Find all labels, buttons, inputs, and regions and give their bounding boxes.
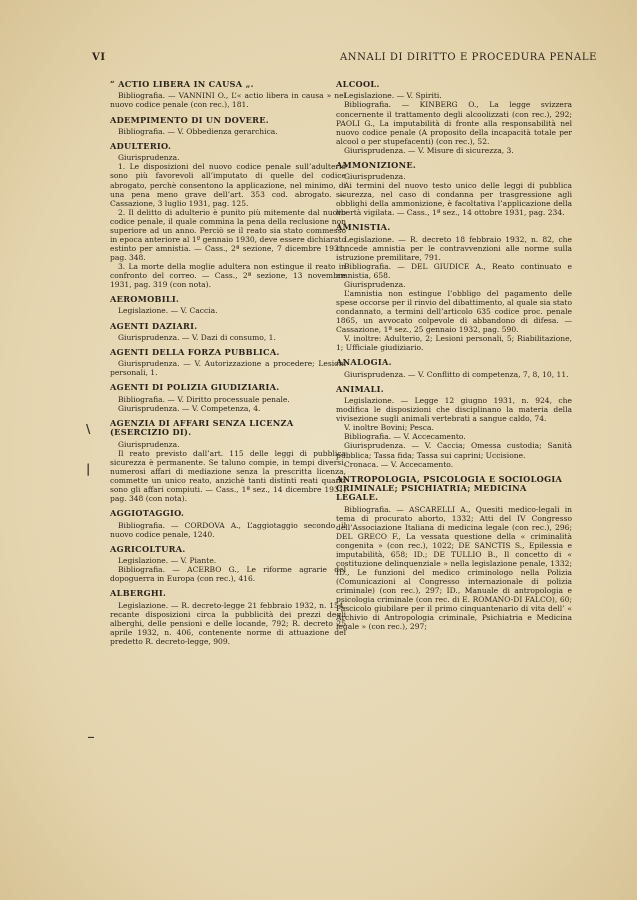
entry-text: Bibliografia. — V. Obbedienza gerarchica. — [118, 126, 278, 136]
entry-text: L’amnistia non estingue l’obbligo del pagamento delle spese occorse per il rinvio del dibattimento, al quale sia stato condannato, a termini dell’articolo 635 codice proc. penale 1865, un avvocato colpevole di abbandono di difesa. — Cassazione, 1ª sez., 25 gennaio 1932, pag. 590. — [336, 289, 572, 335]
entry-heading: AEROMOBILI. — [110, 294, 180, 305]
index-entry — [336, 358, 572, 378]
index-entry — [336, 475, 572, 632]
entry-heading: AGRICOLTURA. — [110, 543, 186, 554]
entry-text: Giurisprudenza. — [118, 153, 180, 163]
entry-heading: ANALOGIA. — [336, 357, 392, 368]
entry-heading: AGENZIA DI AFFARI SENZA LICENZA (ESERCIZIO DI). — [110, 417, 294, 438]
entry-text: Giurisprudenza. — V. Dazi di consumo, 1. — [118, 332, 276, 342]
entry-heading: ANIMALI. — [336, 383, 384, 394]
index-entry — [336, 80, 572, 155]
entry-text: Cronaca. — V. Accecamento. — [344, 459, 454, 469]
entry-text: 2. Il delitto di adulterio è punito più mitemente dal nuovo codice penale, il quale commina la pena della reclusione non superiore ad un anno. Perciò se il reato sia stato commesso in epoca anteriore al 1º gennaio 1930, deve essere dichiarato estinto per amnistia. — Cass., 2ª sezione, 7 dicembre 1931, pag. 348. — [110, 207, 346, 262]
entry-text: Ai termini del nuovo testo unico delle leggi di pubblica sicurezza, nel caso di condanna per trasgressione agli obblighi della ammonizione, è facoltativa l’applicazione della libertà vigilata. — Cass., 1ª sez., 14 ottobre 1931, pag. 234. — [336, 181, 572, 218]
entry-text: Il reato previsto dall’art. 115 delle leggi di pubblica sicurezza è permanente. Se taluno compie, in tempi diversi, numerosi affari di mediazione senza la prescritta licenza, commette un unico reato, anzichè tanti distinti reati quanti sono gli affari compiuti. — Cass., 1ª sez., 14 dicembre 1931, pag. 348 (con nota). — [110, 448, 346, 504]
index-entry — [110, 142, 346, 289]
entry-heading: ADEMPIMENTO DI UN DOVERE. — [110, 114, 269, 125]
entry-text: Bibliografia. — ACERBO G., Le riforme agrarie del dopoguerra in Europa (con rec.), 416. — [110, 565, 346, 584]
entry-text: 3. La morte della moglie adultera non estingue il reato in confronto del correo. — Cass., 2ª sezione, 13 novembre 1931, pag. 319 (con nota). — [110, 261, 346, 290]
entry-text: Legislazione. — R. decreto 18 febbraio 1932, n. 82, che concede amnistia per le contravvenzioni alle norme sulla istruzione premilitare, 791. — [336, 234, 572, 262]
entry-text: Bibliografia. — V. Accecamento. — [344, 432, 466, 442]
index-entry — [110, 80, 346, 110]
entry-text: Bibliografia. — VANNINI O., L’« actio libera in causa » nel nuovo codice penale (con rec.), 181. — [110, 91, 346, 110]
entry-text: Giurisprudenza. — [344, 172, 406, 182]
entry-text: 1. Le disposizioni del nuovo codice penale sull’adulterio sono più favorevoli all’imputato di quelle del codice abrogato, perchè consentono la applicazione, nel minimo, di una pena meno grave dell’art. 353 cod. abrogato. — Cassazione, 3 luglio 1931, pag. 125. — [110, 162, 346, 208]
entry-text: Bibliografia. — DEL GIUDICE A., Reato continuato e amnistia, 658. — [336, 261, 572, 280]
index-entry — [110, 509, 346, 539]
entry-heading: AGGIOTAGGIO. — [110, 508, 185, 519]
entry-text: Bibliografia. — V. Diritto processuale penale. — [118, 394, 290, 404]
entry-heading: AMNISTIA. — [336, 222, 391, 233]
page-number: VI — [92, 52, 106, 63]
entry-heading: ALBERGHI. — [110, 588, 167, 599]
margin-mark: _ — [88, 724, 94, 738]
right-column — [336, 76, 572, 636]
index-entry — [110, 419, 346, 503]
index-entry — [336, 223, 572, 352]
entry-text: V. inoltre Bovini; Pesca. — [344, 423, 434, 433]
left-column — [110, 76, 346, 650]
index-entry — [110, 348, 346, 378]
entry-text: Bibliografia. — ASCARELLI A., Quesiti medico-legali in tema di procurato aborto, 1332; Atti del IV Congresso dell’Associazione Italiana di medicina legale (con rec.), 296; DEL GRECO F., La vessata questione della « criminalità congenita » (con rec.), 1022; DE SANCTIS S., Epilessia e imputabilità, 658; ID.; DE TULLIO B., Il concetto di « costituzione delinquenziale » nella legislazione penale, 1332; ID., Le funzioni del medico criminologo nella Polizia (Comunicazioni al Congresso internazionale di polizia criminale) (con rec.), 297; ID., Manuale di antropologia e psicologia criminale (con rec. di E. ROMANO-DI FALCO), 60; Fascicolo giubilare per il primo cinquantenario di vita dell’ « Archivio di Antropologia criminale, Psichiatria e Medicina legale » (con rec.), 297; — [336, 504, 572, 632]
entry-text: Bibliografia. — KINBERG O., La legge svizzera concernente il trattamento degli alcoolizzati (con rec.), 292; PAOLI G., La imputabilità di fronte alla responsabilità nel nuovo codice penale (A proposito della incapacità totale per alcool o per stupefacenti) (con rec.), 52. — [336, 100, 572, 146]
index-entry — [110, 116, 346, 136]
index-entry — [110, 383, 346, 413]
entry-heading: AGENTI DAZIARI. — [110, 320, 198, 331]
index-entry — [110, 322, 346, 342]
entry-heading: AGENTI DELLA FORZA PUBBLICA. — [110, 346, 280, 357]
entry-heading: ALCOOL. — [336, 79, 380, 89]
entry-text: Legislazione. — V. Piante. — [118, 556, 217, 566]
index-entry — [110, 295, 346, 315]
entry-text: Legislazione. — V. Caccia. — [118, 306, 218, 316]
entry-heading: ADULTERIO. — [110, 140, 172, 151]
entry-heading: ANTROPOLOGIA, PSICOLOGIA E SOCIOLOGIA CRIMINALE; PSICHIATRIA; MEDICINA LEGALE. — [336, 473, 563, 503]
entry-text: Bibliografia. — CORDOVA A., L’aggiotaggio secondo il nuovo codice penale, 1240. — [110, 520, 346, 539]
entry-text: Giurisprudenza. — V. Conflitto di competenza, 7, 8, 10, 11. — [344, 369, 569, 379]
entry-text: Giurisprudenza. — V. Caccia; Omessa custodia; Sanità pubblica; Tassa fida; Tassa sui caprini; Uccisione. — [336, 441, 572, 460]
margin-mark: | — [86, 462, 91, 476]
entry-text: Legislazione. — R. decreto-legge 21 febbraio 1932, n. 154, recante disposizioni circa la pubblicità dei prezzi degli alberghi, delle pensioni e delle locande, 792; R. decreto 25 aprile 1932, n. 406, contenente norme di attuazione del predetto R. decreto-legge, 909. — [110, 600, 346, 646]
entry-text: Legislazione. — V. Spiriti. — [344, 91, 442, 101]
entry-text: Giurisprudenza. — [344, 280, 406, 290]
entry-text: Legislazione. — Legge 12 giugno 1931, n. 924, che modifica le disposizioni che disciplinano la materia della vivisezione sugli animali vertebrati a sangue caldo, 74. — [336, 396, 572, 424]
entry-text: V. inoltre: Adulterio, 2; Lesioni personali, 5; Riabilitazione, 1; Ufficiale giudiziario. — [336, 334, 572, 353]
index-entry — [336, 161, 572, 218]
entry-heading: AGENTI DI POLIZIA GIUDIZIARIA. — [110, 382, 280, 393]
entry-text: Giurisprudenza. — V. Competenza, 4. — [118, 403, 261, 413]
index-entry — [110, 545, 346, 584]
running-title: ANNALI DI DIRITTO E PROCEDURA PENALE — [339, 52, 597, 63]
entry-text: Giurisprudenza. — V. Misure di sicurezza, 3. — [344, 145, 514, 155]
margin-mark: \ — [86, 422, 91, 436]
entry-heading: AMMONIZIONE. — [336, 159, 417, 170]
index-entry — [110, 589, 346, 646]
index-entry — [336, 385, 572, 469]
entry-text: Giurisprudenza. — V. Autorizzazione a procedere; Lesioni personali, 1. — [110, 359, 346, 378]
entry-heading: “ ACTIO LIBERA IN CAUSA „. — [110, 79, 254, 89]
entry-text: Giurisprudenza. — [118, 439, 180, 449]
